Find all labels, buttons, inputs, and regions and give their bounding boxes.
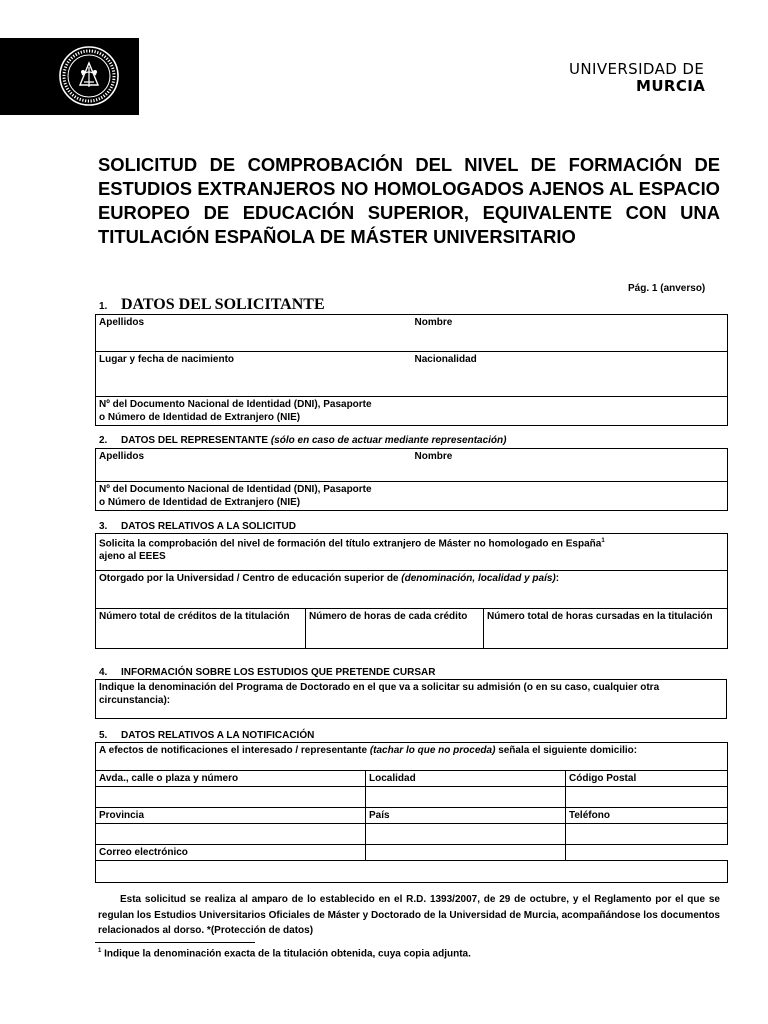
provincia-label: Provincia [99,810,145,821]
pais-input[interactable] [366,824,566,845]
rep-nombre-label: Nombre [414,451,453,462]
telefono-input[interactable] [566,824,728,845]
pais-label: País [369,810,390,821]
section5-number: 5. [99,730,108,741]
apellidos-field[interactable] [96,315,412,352]
nationality-field[interactable] [412,352,728,397]
cp-label: Código Postal [569,773,637,784]
section2-heading [99,435,506,446]
university-logo-block [0,38,139,115]
form-title: SOLICITUD DE COMPROBACIÓN DEL NIVEL DE FORMACIÓN DE ESTUDIOS EXTRANJEROS NO HOMOLOGADOS AJENOS AL ESPACIO EUROPEO DE EDUCACIÓN SUPERIOR, EQUIVALENTE CON UNA TITULACIÓN ESPAÑOLA DE MÁSTER UNIVERSITARIO [98,154,720,247]
correo-spacer-1 [366,845,566,861]
cp-input[interactable] [566,787,728,808]
nationality-label: Nacionalidad [414,354,477,365]
section1-table [95,314,728,426]
provincia-input[interactable] [96,824,366,845]
section4-title: INFORMACIÓN SOBRE LOS ESTUDIOS QUE PRETENDE CURSAR [121,667,436,678]
otorgado-field[interactable] [96,571,728,609]
horas-cursadas-label: Número total de horas cursadas en la titulación [487,611,713,622]
horas-cursadas-field[interactable] [484,609,728,649]
section5-title: DATOS RELATIVOS A LA NOTIFICACIÓN [121,730,315,741]
nombre-label: Nombre [414,317,453,328]
solicita-text-line2: ajeno al EEES [99,551,166,563]
provincia-label-cell [96,808,366,824]
localidad-label-cell [366,771,566,787]
localidad-label: Localidad [369,773,416,784]
section4-heading [99,667,435,678]
section5-heading [99,730,314,741]
creditos-label: Número total de créditos de la titulación [99,611,290,622]
section1-heading [99,296,325,314]
university-name-line2: MURCIA [636,77,706,95]
telefono-label-cell [566,808,728,824]
section4-table [95,679,727,719]
section1-number: 1. [99,301,108,312]
horas-credito-label: Número de horas de cada crédito [309,611,468,622]
otorgado-colon: : [555,573,560,584]
notification-intro-a: A efectos de notificaciones el interesado / representante [99,745,368,756]
section2-title: DATOS DEL REPRESENTANTE [121,435,269,446]
localidad-input[interactable] [366,787,566,808]
footnote-divider [95,942,255,943]
correo-label: Correo electrónico [99,847,188,858]
footnote-text: Indique la denominación exacta de la titulación obtenida, cuya copia adjunta. [104,948,471,960]
section1-title: DATOS DEL SOLICITANTE [121,296,325,313]
correo-input[interactable] [96,861,728,883]
cp-label-cell [566,771,728,787]
footnote-mark: 1 [98,948,102,954]
id-document-label-line1: Nº del Documento Nacional de Identidad (DNI), Pasaporte [99,399,372,410]
birth-field[interactable] [96,352,412,397]
birth-label: Lugar y fecha de nacimiento [99,354,235,365]
page-label: Pág. 1 (anverso) [628,283,706,294]
creditos-field[interactable] [96,609,306,649]
university-seal-icon [58,45,120,107]
solicita-text: Solicita la comprobación del nivel de formación del título extranjero de Máster no homologado en España [99,538,602,550]
id-document-field[interactable] [96,397,728,426]
section3-table [95,533,728,649]
avda-label: Avda., calle o plaza y número [99,773,239,784]
notification-intro-b: señala el siguiente domicilio: [498,745,638,756]
pais-label-cell [366,808,566,824]
section2-table [95,448,728,511]
otorgado-note: (denominación, localidad y país) [401,573,556,584]
nombre-field[interactable] [412,315,728,352]
correo-label-cell [96,845,366,861]
rep-id-document-field[interactable] [96,482,728,511]
rep-id-label-line1: Nº del Documento Nacional de Identidad (DNI), Pasaporte [99,484,372,495]
rep-apellidos-label: Apellidos [99,451,145,462]
section2-number: 2. [99,435,108,446]
otorgado-label: Otorgado por la Universidad / Centro de educación superior de [99,573,399,584]
rep-id-label-line2: o Número de Identidad de Extranjero (NIE) [99,497,301,508]
section4-number: 4. [99,667,108,678]
avda-input[interactable] [96,787,366,808]
legal-text: Esta solicitud se realiza al amparo de lo establecido en el R.D. 1393/2007, de 29 de octubre, y el Reglamento por el que se regulan los Estudios Universitarios Oficiales de Máster y Doctorado de la Universidad de Murcia, acompañándose los documentos relacionados al dorso. *(Protección de datos) [98,894,720,936]
section3-title: DATOS RELATIVOS A LA SOLICITUD [121,521,296,532]
rep-apellidos-field[interactable] [96,449,412,482]
notification-intro-note: (tachar lo que no proceda) [369,745,496,756]
footnote-ref: 1 [601,538,605,544]
notification-intro [96,743,728,771]
rep-nombre-field[interactable] [412,449,728,482]
horas-credito-field[interactable] [306,609,484,649]
solicita-field[interactable] [96,534,728,571]
correo-spacer-2 [566,845,728,861]
section3-heading [99,521,296,532]
section5-table [95,742,728,883]
programa-doctorado-field[interactable] [96,680,727,719]
section3-number: 3. [99,521,108,532]
footnote [98,948,471,959]
section2-note: (sólo en caso de actuar mediante representación) [270,435,507,446]
telefono-label: Teléfono [569,810,610,821]
programa-doctorado-label: Indique la denominación del Programa de Doctorado en el que va a solicitar su admisión (o en su caso, cualquier otra circunstancia): [99,682,660,706]
avda-label-cell [96,771,366,787]
university-name-line1: UNIVERSIDAD DE [569,60,705,78]
id-document-label-line2: o Número de Identidad de Extranjero (NIE) [99,412,301,423]
apellidos-label: Apellidos [99,317,145,328]
